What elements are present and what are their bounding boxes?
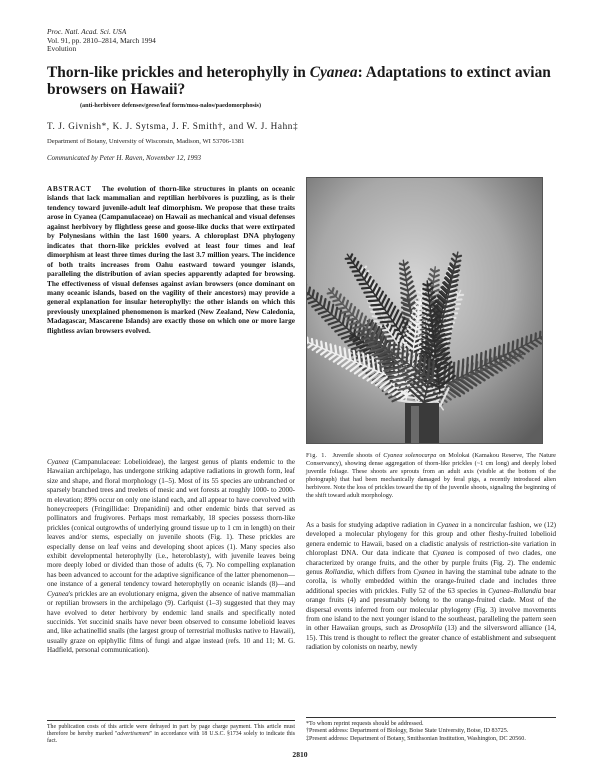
- footnote-reprint: *To whom reprint requests should be addressed.: [306, 721, 424, 727]
- journal-header: [47, 28, 156, 54]
- footnote-address-1: †Present address: Department of Biology, Boise State University, Boise, ID 83725.: [306, 728, 509, 735]
- body-text-left: Cyanea (Campanulaceae: Lobelioideae), the largest genus of plants endemic to the Hawaiian archipelago, has undergone striking adaptive radiations in growth form, leaf size and shape, and floral morphology (1–5). Most of its 55 species are unbranched or sparsely branched trees and treelets of mesic and wet forests at roughly 1000- to 2000-m elevation; 89% occur on only one island each, and all appear to have coevolved with honeycreepers (Fringillidae: Drepanidini) and other endemic birds that served as pollinators and frugivores. Perhaps most remarkably, 18 species possess thorn-like prickles (conical outgrowths of underlying ground tissue up to 1 cm in length) on their leaves and/or stems, especially on juvenile shoots (Fig. 1). These prickles are especially dense on leaf veins and developing shoot apices (1). Many species also exhibit developmental heterophylly (i.e., heteroblasty), with juvenile leaves being more deeply lobed or divided than those of adults (6, 7). No compelling explanation has been advanced to account for the adaptive significance of the latter phenomenon—one instance of a general tendency toward heterophylly on oceanic islands (8)—and Cyanea's prickles are an evolutionary enigma, given the absence of native mammalian or reptilian browsers in the archipelago (9). Carlquist (1–3) suggested that they may have evolved to deter herbivory by endemic land snails and specifically noted succinids. Yet succinid snails have never been observed to consume lobelioid leaves and, like achatinellid snails (the largest group of terrestrial mollusks native to Hawaii), usually graze on epiphyllic films of fungi and algae instead (refs. 10 and 11; M. G. Hadfield, personal communication).: [47, 458, 295, 655]
- publication-cost-note: The publication costs of this article were defrayed in part by page charge payment. This article must therefore be hereby marked "advertisement" in accordance with 18 U.S.C. §1734 solely to indicate this fact.: [47, 724, 295, 744]
- keywords: (anti-herbivore defenses/geese/leaf form/moa-nalos/paedomorphosis): [80, 102, 262, 109]
- abstract-text: The evolution of thorn-like structures in plants on oceanic islands that lack mammalian and reptilian herbivores is puzzling, as is their tendency toward juvenile-adult leaf dimorphism. We propose that these traits arose in Cyanea (Campanulaceae) on Hawaii as mechanical and visual defenses against herbivory by flightless geese and goose-like ducks that were extirpated by Polynesians within the last 1600 years. A chloroplast DNA phylogeny indicates that thorn-like prickles evolved at least four times and leaf dimorphism at least three times during the last 3.7 million years. The incidence of both traits increases from Oahu eastward toward younger islands, paralleling the distribution of avian species apparently adapted for browsing. The effectiveness of visual defenses against avian browsers (once dominant on many oceanic islands, based on the vagility of their ancestors) may provide a general explanation for insular heterophylly: the other islands on which this previously unexplained phenomenon is marked (New Zealand, New Caledonia, Madagascar, Mascarene Islands) are exactly those on which one or more large flightless avian browsers evolved.: [47, 184, 295, 335]
- footnote-divider-right: [306, 717, 556, 718]
- title-genus: Cyanea: [309, 64, 358, 81]
- abstract: [47, 184, 295, 335]
- author-list: T. J. Givnish*, K. J. Sytsma, J. F. Smith†, and W. J. Hahn‡: [47, 121, 299, 131]
- journal-name: Proc. Natl. Acad. Sci. USA: [47, 27, 127, 36]
- journal-volume: Vol. 91, pp. 2810–2814, March 1994: [47, 35, 156, 45]
- author-footnotes: [306, 721, 556, 743]
- abstract-label: ABSTRACT: [47, 184, 92, 193]
- article-title: Thorn-like prickles and heterophylly in Cyanea: Adaptations to extinct avian browsers on Hawaii?: [47, 64, 551, 98]
- communicated-by: Communicated by Peter H. Raven, November 12, 1993: [47, 154, 201, 162]
- figure-1-caption: Fig. 1. Juvenile shoots of Cyanea solenocarpa on Molokai (Kamakou Reserve, The Nature Conservancy), showing dense aggregation of thorn-like prickles (~1 cm long) and deeply lobed juvenile foliage. These shoots are sprouts from an adult axis (visible at the bottom of the photograph) that had been mechanically damaged by feral pigs, a recently introduced alien herbivore. Note the loss of prickles toward the tip of the juvenile shoots, signaling the beginning of the shift toward adult morphology.: [306, 452, 556, 499]
- footnote-address-2: ‡Present address: Department of Botany, Smithsonian Institution, Washington, DC 20560.: [306, 735, 526, 742]
- footnote-divider-left: [47, 720, 295, 721]
- body-text-right: As a basis for studying adaptive radiation in Cyanea in a noncircular fashion, we (12) developed a molecular phylogeny for this group and other fleshy-fruited lobelioid genera endemic to Hawaii, based on a cladistic analysis of restriction-site variation in chloroplast DNA. Our data indicate that Cyanea is composed of two clades, one characterized by orange fruits, and the other by purple fruits (Fig. 2). The endemic genus Rollandia, which differs from Cyanea in having the staminal tube adnate to the corolla, is wholly embedded within the orange-fruited clade and includes three additional species with prickles. Fully 52 of the 63 species in Cyanea–Rollandia bear orange fruits (4) and presumably belong to the orange-fruited clade. Most of the dispersal events inferred from our molecular phylogeny (Fig. 3) involve movements from one island to the next younger island to the southeast, paralleling the pattern seen in other Hawaiian groups, such as Drosophila (13) and the silversword alliance (14, 15). This trend is thought to reflect the greater chance of establishment and subsequent radiation by colonists on nearby, newly: [306, 521, 557, 652]
- affiliation: Department of Botany, University of Wisconsin, Madison, WI 53706-1381: [47, 138, 245, 145]
- fern-photo-illustration: [307, 178, 543, 444]
- journal-section: Evolution: [47, 44, 77, 54]
- page-number: 2810: [292, 750, 308, 759]
- figure-1-photo: [306, 177, 543, 444]
